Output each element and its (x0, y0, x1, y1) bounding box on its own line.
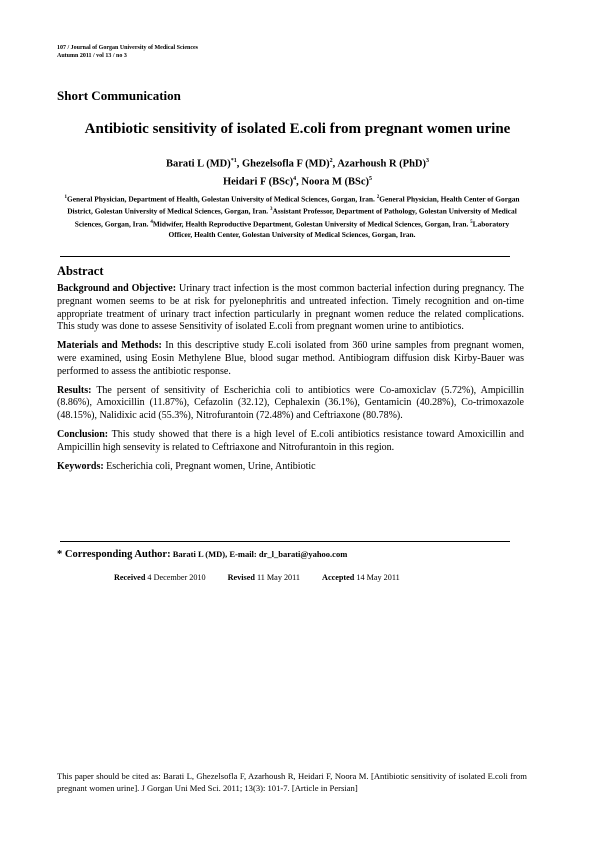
abstract-body (57, 283, 524, 479)
issue-line: Autumn 2011 / vol 13 / no 3 (57, 53, 127, 59)
revised-label: Revised (227, 573, 255, 582)
author-name: Azarhoush R (PhD) (337, 158, 426, 170)
author-affil-mark: 5 (369, 175, 373, 182)
affil-mark: 4 (150, 219, 153, 225)
affiliations (62, 193, 522, 241)
abstract-background (57, 283, 524, 334)
author-separator: , (296, 176, 302, 187)
keywords-text: Escherichia coli, Pregnant women, Urine, Antibiotic (103, 460, 316, 472)
paper-title: Antibiotic sensitivity of isolated E.coli from pregnant women urine (84, 121, 511, 137)
affil-mark: 5 (470, 219, 473, 225)
author-separator: , (236, 158, 242, 170)
author-affil-mark: 2 (329, 158, 333, 164)
author-name: Noora M (BSc) (301, 176, 370, 187)
abstract-results (57, 385, 524, 423)
author-separator: , (332, 158, 338, 170)
affil-mark: 3 (270, 207, 273, 213)
author-name: Heidari F (BSc) (222, 176, 294, 187)
methods-text: In this descriptive study E.coli isolated from 360 urine samples from pregnant women, were examined, using Eosin Methylene Blue, blood sugar method. Antibiogram diffusion disk Kirby-Bauer was performed to assess the antibiotic response. (57, 340, 524, 377)
affil-text: General Physician, Department of Health, Golestan University of Medical Sciences, Gorgan, Iran. (66, 194, 377, 204)
divider-bottom (60, 541, 510, 542)
corresponding-author (57, 549, 347, 560)
journal-line: 107 / Journal of Gorgan University of Medical Sciences (57, 45, 198, 51)
abstract-heading: Abstract (57, 264, 104, 278)
author-list (0, 154, 595, 189)
accepted-label: Accepted (322, 573, 355, 582)
article-dates (114, 573, 400, 582)
divider-top (60, 256, 510, 257)
author-name: Barati L (MD) (165, 158, 231, 170)
author-affil-mark: 3 (426, 158, 429, 164)
abstract-conclusion (57, 429, 524, 455)
keywords-label: Keywords: (57, 460, 104, 472)
author-affil-mark: *1 (230, 158, 237, 164)
conclusion-label: Conclusion: (57, 428, 109, 440)
affil-text: Assistant Professor, Department of Pathology, Golestan University of Medical Sciences, Gorgan, Iran. (74, 206, 517, 228)
background-text: Urinary tract infection is the most common bacterial infection during pregnancy. The pregnant women seems to be at risk for pyelonephritis and untreated infection. Timely recognition and on-time appropriate treatment of urinary tract infection particularly in pregnant women reduce the related complications. This study was done to assese Sensitivity of isolated E.coli from pregnant women urine to antibiotics. (57, 283, 524, 333)
affil-mark: 2 (376, 195, 380, 200)
affil-text: Laboratory Officer, Health Center, Golestan University of Medical Sciences, Gorgan, Iran. (168, 219, 510, 239)
methods-label: Materials and Methods: (57, 340, 162, 352)
abstract-keywords (57, 461, 524, 474)
results-label: Results: (57, 384, 92, 396)
results-text: The persent of sensitivity of Escherichia coli to antibiotics were Co-amoxiclav (5.72%), Ampicillin (8.86%), Amoxicillin (11.87%), Cefazolin (32.12), Cephalexin (36.1%), Gentamicin (40.28%), Co-trimoxazole (48.15%), Nalidixic acid (55.3%), Nitrofurantoin (72.48%) and Ceftriaxone (80.78%). (57, 384, 524, 422)
citation-note: This paper should be cited as: Barati L, Ghezelsofla F, Azarhoush R, Heidari F, Noora M. [Antibiotic sensitivity of isolated E.coli from pregnant women urine]. J Gorgan Uni Med Sci. 2011; 13(3): 101-7. [Article in Persian] (57, 771, 527, 793)
section-type: Short Communication (57, 88, 181, 103)
author-name: Ghezelsofla F (MD) (241, 158, 330, 170)
affil-mark: 1 (64, 195, 67, 200)
background-label: Background and Objective: (57, 283, 177, 294)
running-header (57, 44, 198, 60)
revised-date: 11 May 2011 (254, 573, 301, 582)
affil-text: General Physician, Health Center of Gorgan District, Golestan University of Medical Sciences, Gorgan, Iran. (67, 194, 520, 216)
corresponding-label: * Corresponding Author: (57, 549, 171, 560)
received-date: 4 December 2010 (145, 573, 206, 582)
conclusion-text: This study showed that there is a high level of E.coli antibiotics resistance toward Amoxicillin and Ampicillin high sensevity is related to Ceftriaxone and Nitrofurantoin in this region. (57, 428, 524, 453)
author-affil-mark: 4 (293, 175, 297, 182)
corresponding-detail: Barati L (MD), E-mail: dr_l_barati@yahoo.com (170, 549, 348, 559)
affil-text: Midwifer, Health Reproductive Department, Golestan University of Medical Sciences, Gorgan, Iran. (152, 219, 471, 228)
abstract-methods (57, 340, 524, 378)
accepted-date: 14 May 2011 (354, 573, 400, 582)
received-label: Received (114, 573, 146, 582)
